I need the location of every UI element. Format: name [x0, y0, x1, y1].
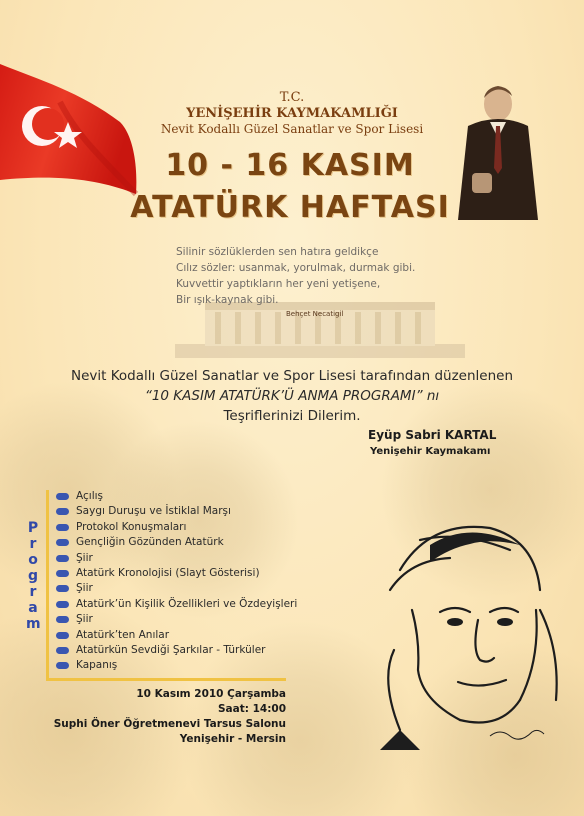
program-title-text: [26, 520, 40, 632]
program-title: [26, 520, 40, 632]
page-title-week: ATATÜRK HAFTASI: [130, 190, 450, 225]
bullet-icon: [56, 508, 69, 515]
invitation-line-3: Teşriflerinizi Dilerim.: [223, 408, 361, 424]
program-item-label: Atatürkün Sevdiği Şarkılar - Türküler: [76, 643, 266, 656]
program-item: [56, 505, 297, 520]
program-item-label: Atatürk’ün Kişilik Özellikleri ve Özdeyişleri: [76, 597, 298, 610]
program-item: [56, 521, 297, 536]
program-item-label: Atatürk Kronolojisi (Slayt Gösterisi): [76, 566, 260, 579]
tc-label: T.C.: [279, 90, 305, 105]
school-name: Nevit Kodallı Güzel Sanatlar ve Spor Lisesi: [160, 122, 424, 136]
program-item-label: Şiir: [76, 582, 93, 595]
program-divider-vertical: [46, 490, 49, 680]
bullet-icon: [56, 493, 69, 500]
invitation-line-1: Nevit Kodallı Güzel Sanatlar ve Spor Lisesi tarafından düzenlenen: [70, 368, 514, 384]
program-item: [56, 552, 297, 567]
poem-line: Bir ışık-kaynak gibi.: [176, 294, 279, 306]
signer-title: Yenişehir Kaymakamı: [370, 446, 491, 457]
program-item-label: Protokol Konuşmaları: [76, 520, 187, 533]
signer-name: Eyüp Sabri KARTAL: [368, 428, 497, 442]
program-item: [56, 629, 297, 644]
bullet-icon: [56, 616, 69, 623]
program-item: [56, 644, 297, 659]
program-item: [56, 490, 297, 505]
program-item: [56, 598, 297, 613]
program-title-letter: o: [28, 552, 38, 568]
bullet-icon: [56, 647, 69, 654]
invitation-line-2: “10 KASIM ATATÜRK’Ü ANMA PROGRAMI” nı: [144, 388, 440, 404]
program-item: [56, 567, 297, 582]
poem: [176, 244, 416, 318]
bullet-icon: [56, 555, 69, 562]
program-item-label: Gençliğin Gözünden Atatürk: [76, 536, 224, 549]
event-location: Yenişehir - Mersin: [179, 733, 286, 745]
program-title-letter: g: [27, 568, 39, 584]
program-item-label: Kapanış: [76, 659, 118, 672]
program-list: [56, 490, 297, 675]
program-item: [56, 582, 297, 597]
authority-name: YENİŞEHİR KAYMAKAMLIĞI: [186, 106, 398, 121]
bullet-icon: [56, 662, 69, 669]
program-title-letter: P: [27, 520, 39, 536]
program-title-letter: a: [28, 600, 38, 616]
program-title-letter: r: [29, 536, 37, 552]
page-title-dates: 10 - 16 KASIM: [165, 148, 415, 183]
bullet-icon: [56, 585, 69, 592]
bullet-icon: [56, 539, 69, 546]
program-item-label: Saygı Duruşu ve İstiklal Marşı: [76, 505, 231, 518]
program-item-label: Atatürk’ten Anılar: [76, 628, 170, 641]
program-item: [56, 536, 297, 551]
program-item: [56, 659, 297, 674]
event-date: 10 Kasım 2010 Çarşamba: [136, 688, 286, 700]
program-title-letter: m: [26, 616, 41, 632]
poem-line: Kuvvettir yaptıkların her yeni yetişene,: [176, 278, 381, 290]
bullet-icon: [56, 524, 69, 531]
program-item-label: Şiir: [76, 613, 93, 626]
event-time: Saat: 14:00: [217, 703, 286, 715]
poem-line: Cılız sözler: usanmak, yorulmak, durmak gibi.: [176, 262, 416, 274]
ataturk-sketch-image: [360, 500, 570, 750]
event-venue: Suphi Öner Öğretmenevi Tarsus Salonu: [53, 718, 286, 730]
bullet-icon: [56, 570, 69, 577]
bullet-icon: [56, 601, 69, 608]
poem-author: Behçet Necatigil: [286, 310, 344, 318]
bullet-icon: [56, 632, 69, 639]
program-title-letter: r: [29, 584, 37, 600]
poem-line: Silinir sözlüklerden sen hatıra geldikçe: [176, 246, 379, 258]
program-item-label: Açılış: [76, 490, 103, 502]
program-divider-horizontal: [46, 678, 286, 681]
program-item-label: Şiir: [76, 551, 93, 564]
program-item: [56, 613, 297, 628]
